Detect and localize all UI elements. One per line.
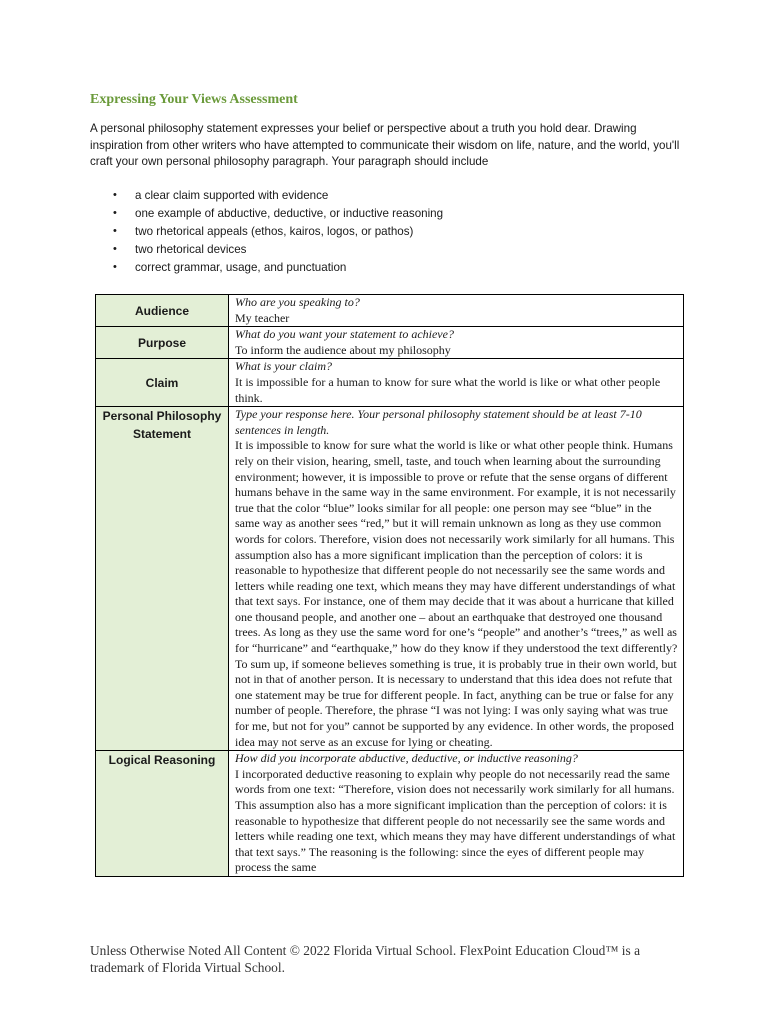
claim-response[interactable]: It is impossible for a human to know for sure what the world is like or what other people think.: [235, 374, 661, 405]
list-item: [113, 223, 443, 241]
table-row-claim: [96, 359, 684, 407]
audience-prompt: Who are you speaking to?: [235, 295, 360, 309]
statement-cell[interactable]: [229, 407, 684, 751]
claim-cell[interactable]: [229, 359, 684, 407]
list-item: [113, 187, 443, 205]
list-item-text: correct grammar, usage, and punctuation: [135, 260, 347, 274]
audience-cell[interactable]: [229, 295, 684, 327]
statement-label: Personal Philosophy Statement: [96, 407, 229, 751]
assessment-table: [95, 294, 684, 877]
intro-paragraph: A personal philosophy statement expresses your belief or perspective about a truth you hold dear. Drawing inspiration from other writers who have attempted to communicate their wisdom on life, nature, and the world, you'll craft your own personal philosophy paragraph. Your paragraph should include: [90, 122, 680, 168]
purpose-cell[interactable]: [229, 327, 684, 359]
table-row-purpose: [96, 327, 684, 359]
table-row-statement: [96, 407, 684, 751]
table-row-reasoning: [96, 751, 684, 877]
statement-response[interactable]: It is impossible to know for sure what the world is like or what other people think. Humans rely on their vision, hearing, smell, taste, and touch when learning about the surrounding environment; however, it is impossible to prove or refute that the sense organs of different humans behave in the same way in the same environment. For example, it is not necessarily true that the color “blue” looks similar for all people: one person may see “blue” in the same way as another sees “red,” but it will remain unknown as long as they use common words for colors. Therefore, vision does not necessarily work similarly for all humans. This assumption also has a more significant implication than the perception of colors: it is reasonable to hypothesize that different people do not necessarily see the same words and letters while reading one text, which means they may have different understandings of what that text says. For instance, one of them may decide that it was about a hurricane that killed one thousand people, and another one – about an earthquake that destroyed one thousand trees. As long as they use the same word for one’s “people” and another’s “trees,” as well as for “hurricane” and “earthquake,” how do they know if they understood the text differently? To sum up, if someone believes something is true, it is probably true in their own world, but not in that of another person. It is necessary to understand that this idea does not refute that one statement may be true for different people. In fact, anything can be true or false for any number of people. Therefore, the phrase “I was not lying: I was only saying what was true for me, but not for you” cannot be supported by any evidence. In other words, the proposed idea may not serve as an excuse for lying or cheating.: [235, 438, 678, 749]
requirements-list: [113, 187, 443, 276]
reasoning-cell[interactable]: [229, 751, 684, 877]
list-item: [113, 259, 443, 277]
list-item-text: a clear claim supported with evidence: [135, 189, 329, 202]
reasoning-response[interactable]: I incorporated deductive reasoning to explain why people do not necessarily read the same words from one text: “Therefore, vision does not necessarily work similarly for all humans. This assumption also has a more significant implication than the perception of colors: it is reasonable to hypothesize that different people do not necessarily see the same words and letters while reading one text, which means they may have different understandings of what that text says.” The reasoning is the following: since the eyes of different people may process the same: [235, 766, 676, 875]
bullet-icon: •: [113, 242, 117, 255]
bullet-icon: •: [113, 224, 117, 237]
assessment-title: Expressing Your Views Assessment: [90, 92, 298, 107]
list-item-text: one example of abductive, deductive, or inductive reasoning: [135, 206, 444, 220]
claim-prompt: What is your claim?: [235, 359, 332, 374]
purpose-prompt: What do you want your statement to achieve?: [235, 327, 454, 342]
reasoning-label: Logical Reasoning: [96, 751, 229, 877]
list-item-text: two rhetorical appeals (ethos, kairos, logos, or pathos): [135, 224, 414, 238]
bullet-icon: •: [113, 260, 117, 273]
purpose-label: Purpose: [96, 327, 229, 359]
bullet-icon: •: [113, 189, 117, 201]
bullet-icon: •: [113, 206, 117, 219]
list-item: [113, 241, 443, 259]
statement-prompt: Type your response here. Your personal philosophy statement should be at least 7-10 sentences in length.: [235, 407, 642, 437]
claim-label: Claim: [96, 359, 229, 407]
table-row-audience: [96, 295, 684, 327]
audience-label: Audience: [96, 295, 229, 327]
purpose-response[interactable]: To inform the audience about my philosophy: [235, 342, 451, 357]
reasoning-prompt: How did you incorporate abductive, deductive, or inductive reasoning?: [235, 751, 578, 766]
audience-response[interactable]: My teacher: [235, 310, 290, 325]
list-item-text: two rhetorical devices: [135, 242, 247, 256]
list-item: [113, 205, 443, 223]
copyright-footer: Unless Otherwise Noted All Content © 2022 Florida Virtual School. FlexPoint Education Cloud™ is a trademark of Florida Virtual School.: [90, 943, 641, 975]
